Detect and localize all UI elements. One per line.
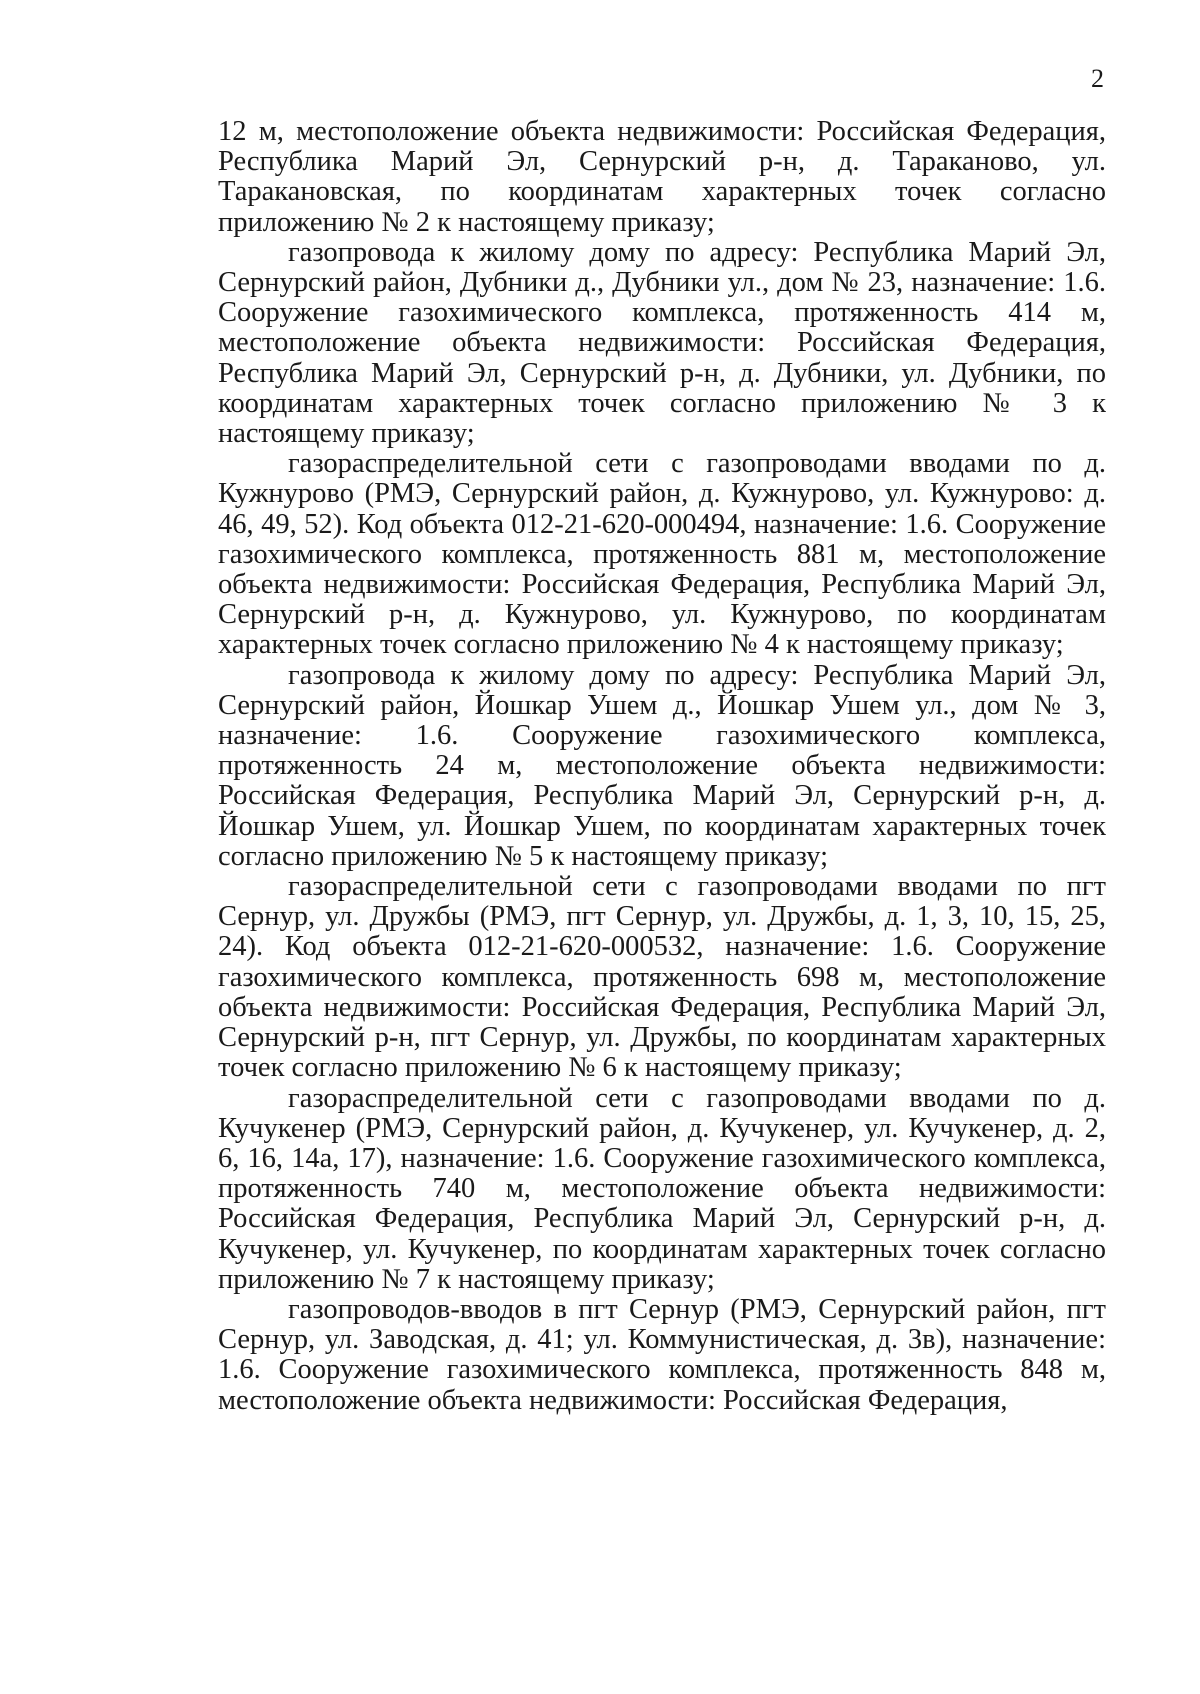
document-body: [218, 117, 1106, 1416]
paragraph-gas-inlets-sernur: газопроводов-вводов в пгт Сернур (РМЭ, Сернурский район, пгт Сернур, ул. Заводская, д. 41; ул. Коммунистическая, д. 3в), назначение: 1.6. Сооружение газохимического комплекса, протяженность 848 м, местоположение объекта недвижимости: Российская Федерация,: [218, 1293, 1106, 1416]
paragraph-continuation: 12 м, местоположение объекта недвижимости: Российская Федерация, Республика Марий Эл, Сернурский р-н, д. Тараканово, ул. Таракановская, по координатам характерных точек согласно приложению № 2 к настоящему приказу;: [218, 116, 1106, 238]
paragraph-gas-network-sernur-druzhby: газораспределительной сети с газопроводами вводами по пгт Сернур, ул. Дружбы (РМЭ, пгт Сернур, ул. Дружбы, д. 1, 3, 10, 15, 25, 24). Код объекта 012-21-620-000532, назначение: 1.6. Сооружение газохимического комплекса, протяженность 698 м, местоположение объекта недвижимости: Российская Федерация, Республика Марий Эл, Сернурский р-н, пгт Сернур, ул. Дружбы, по координатам характерных точек согласно приложению № 6 к настоящему приказу;: [218, 871, 1106, 1084]
paragraph-gas-network-kuchukener: газораспределительной сети с газопроводами вводами по д. Кучукенер (РМЭ, Сернурский район, д. Кучукенер, ул. Кучукенер, д. 2, 6, 16, 14а, 17), назначение: 1.6. Сооружение газохимического комплекса, протяженность 740 м, местоположение объекта недвижимости: Российская Федерация, Республика Марий Эл, Сернурский р-н, д. Кучукенер, ул. Кучукенер, по координатам характерных точек согласно приложению № 7 к настоящему приказу;: [218, 1082, 1106, 1295]
paragraph-gas-network-kuzhnurovo: газораспределительной сети с газопроводами вводами по д. Кужнурово (РМЭ, Сернурский район, д. Кужнурово, ул. Кужнурово: д. 46, 49, 52). Код объекта 012-21-620-000494, назначение: 1.6. Сооружение газохимического комплекса, протяженность 881 м, местоположение объекта недвижимости: Российская Федерация, Республика Марий Эл, Сернурский р-н, д. Кужнурово, ул. Кужнурово, по координатам характерных точек согласно приложению № 4 к настоящему приказу;: [218, 448, 1106, 661]
paragraph-gas-pipeline-yoshkar-ushem: газопровода к жилому дому по адресу: Республика Марий Эл, Сернурский район, Йошкар Ушем д., Йошкар Ушем ул., дом № 3, назначение: 1.6. Сооружение газохимического комплекса, протяженность 24 м, местоположение объекта недвижимости: Российская Федерация, Республика Марий Эл, Сернурский р-н, д. Йошкар Ушем, ул. Йошкар Ушем, по координатам характерных точек согласно приложению № 5 к настоящему приказу;: [218, 659, 1106, 872]
page-number: 2: [1091, 64, 1104, 93]
paragraph-gas-pipeline-dubniki: газопровода к жилому дому по адресу: Республика Марий Эл, Сернурский район, Дубники д., Дубники ул., дом № 23, назначение: 1.6. Сооружение газохимического комплекса, протяженность 414 м, местоположение объекта недвижимости: Российская Федерация, Республика Марий Эл, Сернурский р-н, д. Дубники, ул. Дубники, по координатам характерных точек согласно приложению № 3 к настоящему приказу;: [218, 236, 1106, 450]
